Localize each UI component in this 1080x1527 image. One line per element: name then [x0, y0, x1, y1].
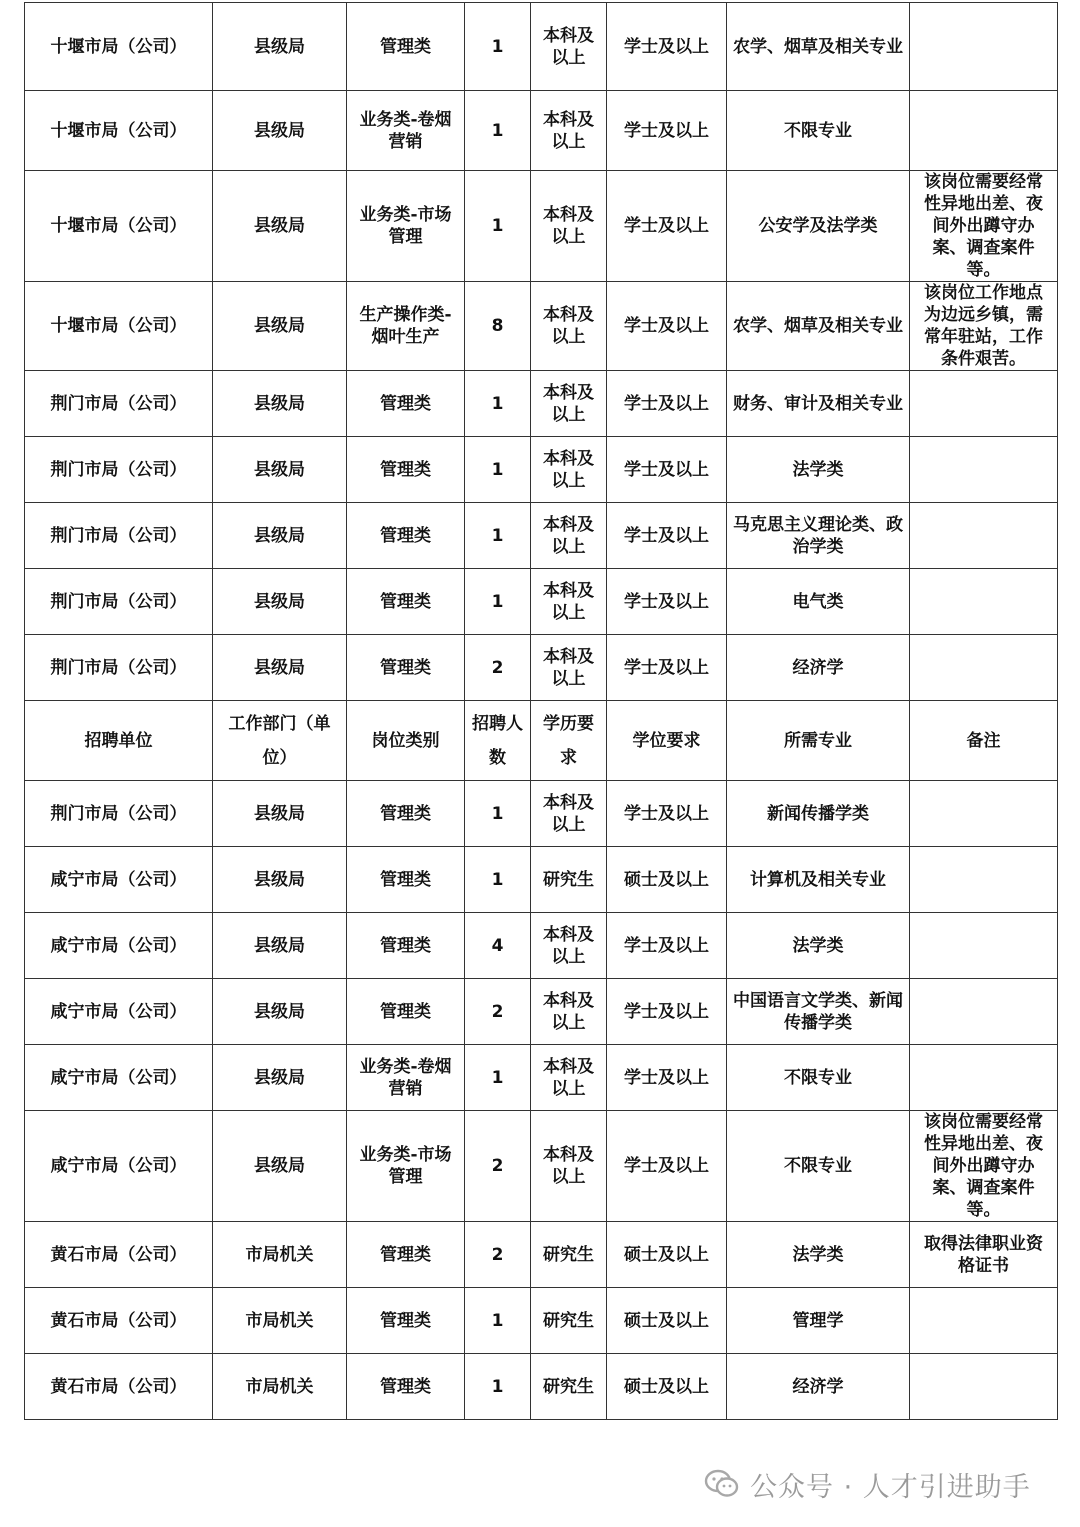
note-cell [910, 503, 1058, 569]
unit-cell: 荆门市局（公司） [25, 437, 213, 503]
degree-cell: 学士及以上 [607, 171, 727, 282]
degree-cell: 学士及以上 [607, 569, 727, 635]
education-cell: 本科及以上 [531, 979, 607, 1045]
wechat-icon [704, 1469, 740, 1499]
education-cell: 本科及以上 [531, 569, 607, 635]
dept-cell: 县级局 [213, 371, 347, 437]
header-dept: 工作部门（单位） [213, 701, 347, 781]
note-cell [910, 1288, 1058, 1354]
category-cell: 业务类-卷烟营销 [347, 91, 465, 171]
table-header-row [25, 701, 1058, 781]
count-cell: 1 [465, 503, 531, 569]
count-cell: 8 [465, 282, 531, 371]
major-cell: 计算机及相关专业 [727, 847, 910, 913]
table-row [25, 171, 1058, 282]
table-row [25, 3, 1058, 91]
note-cell: 该岗位需要经常性异地出差、夜间外出蹲守办案、调查案件等。 [910, 1111, 1058, 1222]
degree-cell: 学士及以上 [607, 913, 727, 979]
major-cell: 农学、烟草及相关专业 [727, 282, 910, 371]
dept-cell: 县级局 [213, 282, 347, 371]
recruitment-table [24, 2, 1058, 1420]
degree-cell: 硕士及以上 [607, 1288, 727, 1354]
education-cell: 本科及以上 [531, 635, 607, 701]
education-cell: 本科及以上 [531, 282, 607, 371]
table-row [25, 781, 1058, 847]
unit-cell: 黄石市局（公司） [25, 1354, 213, 1420]
count-cell: 2 [465, 1111, 531, 1222]
category-cell: 管理类 [347, 569, 465, 635]
count-cell: 1 [465, 1288, 531, 1354]
education-cell: 本科及以上 [531, 503, 607, 569]
education-cell: 研究生 [531, 1288, 607, 1354]
note-cell [910, 437, 1058, 503]
dept-cell: 县级局 [213, 913, 347, 979]
count-cell: 4 [465, 913, 531, 979]
dept-cell: 县级局 [213, 91, 347, 171]
unit-cell: 十堰市局（公司） [25, 282, 213, 371]
count-cell: 2 [465, 979, 531, 1045]
category-cell: 管理类 [347, 781, 465, 847]
major-cell: 不限专业 [727, 91, 910, 171]
major-cell: 法学类 [727, 437, 910, 503]
degree-cell: 学士及以上 [607, 503, 727, 569]
note-cell [910, 371, 1058, 437]
dept-cell: 市局机关 [213, 1222, 347, 1288]
category-cell: 管理类 [347, 3, 465, 91]
category-cell: 业务类-市场管理 [347, 1111, 465, 1222]
category-cell: 管理类 [347, 1354, 465, 1420]
count-cell: 2 [465, 1222, 531, 1288]
unit-cell: 荆门市局（公司） [25, 569, 213, 635]
watermark-text: 公众号 · 人才引进助手 [750, 1471, 1031, 1503]
education-cell: 本科及以上 [531, 91, 607, 171]
unit-cell: 黄石市局（公司） [25, 1222, 213, 1288]
major-cell: 经济学 [727, 1354, 910, 1420]
education-cell: 本科及以上 [531, 781, 607, 847]
education-cell: 本科及以上 [531, 3, 607, 91]
note-cell [910, 1354, 1058, 1420]
table-row [25, 979, 1058, 1045]
count-cell: 1 [465, 3, 531, 91]
table-row [25, 91, 1058, 171]
category-cell: 管理类 [347, 1222, 465, 1288]
unit-cell: 荆门市局（公司） [25, 781, 213, 847]
unit-cell: 十堰市局（公司） [25, 91, 213, 171]
degree-cell: 硕士及以上 [607, 1222, 727, 1288]
table-row [25, 1222, 1058, 1288]
unit-cell: 咸宁市局（公司） [25, 1111, 213, 1222]
header-education: 学历要求 [531, 701, 607, 781]
education-cell: 研究生 [531, 847, 607, 913]
table-row [25, 1045, 1058, 1111]
count-cell: 1 [465, 781, 531, 847]
header-major: 所需专业 [727, 701, 910, 781]
table-row [25, 1111, 1058, 1222]
dept-cell: 县级局 [213, 171, 347, 282]
major-cell: 法学类 [727, 913, 910, 979]
unit-cell: 荆门市局（公司） [25, 371, 213, 437]
unit-cell: 十堰市局（公司） [25, 3, 213, 91]
major-cell: 中国语言文学类、新闻传播学类 [727, 979, 910, 1045]
unit-cell: 咸宁市局（公司） [25, 1045, 213, 1111]
table-row [25, 913, 1058, 979]
degree-cell: 学士及以上 [607, 635, 727, 701]
note-cell [910, 3, 1058, 91]
header-note: 备注 [910, 701, 1058, 781]
count-cell: 1 [465, 171, 531, 282]
major-cell: 财务、审计及相关专业 [727, 371, 910, 437]
category-cell: 管理类 [347, 635, 465, 701]
education-cell: 本科及以上 [531, 1111, 607, 1222]
count-cell: 1 [465, 1354, 531, 1420]
degree-cell: 学士及以上 [607, 1111, 727, 1222]
unit-cell: 黄石市局（公司） [25, 1288, 213, 1354]
unit-cell: 十堰市局（公司） [25, 171, 213, 282]
education-cell: 本科及以上 [531, 437, 607, 503]
degree-cell: 学士及以上 [607, 781, 727, 847]
note-cell [910, 569, 1058, 635]
header-category: 岗位类别 [347, 701, 465, 781]
header-count: 招聘人数 [465, 701, 531, 781]
dept-cell: 县级局 [213, 503, 347, 569]
count-cell: 2 [465, 635, 531, 701]
header-unit: 招聘单位 [25, 701, 213, 781]
category-cell: 业务类-市场管理 [347, 171, 465, 282]
degree-cell: 学士及以上 [607, 1045, 727, 1111]
major-cell: 管理学 [727, 1288, 910, 1354]
major-cell: 不限专业 [727, 1045, 910, 1111]
degree-cell: 学士及以上 [607, 282, 727, 371]
major-cell: 马克思主义理论类、政治学类 [727, 503, 910, 569]
unit-cell: 荆门市局（公司） [25, 503, 213, 569]
count-cell: 1 [465, 437, 531, 503]
degree-cell: 学士及以上 [607, 91, 727, 171]
category-cell: 管理类 [347, 371, 465, 437]
major-cell: 新闻传播学类 [727, 781, 910, 847]
count-cell: 1 [465, 847, 531, 913]
dept-cell: 县级局 [213, 569, 347, 635]
dept-cell: 县级局 [213, 437, 347, 503]
table-row [25, 569, 1058, 635]
table-row [25, 282, 1058, 371]
education-cell: 本科及以上 [531, 371, 607, 437]
degree-cell: 学士及以上 [607, 3, 727, 91]
dept-cell: 县级局 [213, 3, 347, 91]
category-cell: 管理类 [347, 1288, 465, 1354]
count-cell: 1 [465, 1045, 531, 1111]
category-cell: 管理类 [347, 979, 465, 1045]
table-row [25, 635, 1058, 701]
major-cell: 电气类 [727, 569, 910, 635]
education-cell: 本科及以上 [531, 171, 607, 282]
dept-cell: 县级局 [213, 847, 347, 913]
degree-cell: 学士及以上 [607, 437, 727, 503]
header-degree: 学位要求 [607, 701, 727, 781]
note-cell [910, 781, 1058, 847]
unit-cell: 荆门市局（公司） [25, 635, 213, 701]
major-cell: 不限专业 [727, 1111, 910, 1222]
category-cell: 管理类 [347, 847, 465, 913]
education-cell: 本科及以上 [531, 1045, 607, 1111]
dept-cell: 县级局 [213, 979, 347, 1045]
note-cell [910, 913, 1058, 979]
major-cell: 公安学及法学类 [727, 171, 910, 282]
major-cell: 法学类 [727, 1222, 910, 1288]
education-cell: 研究生 [531, 1354, 607, 1420]
dept-cell: 县级局 [213, 1045, 347, 1111]
table-row [25, 1288, 1058, 1354]
note-cell [910, 847, 1058, 913]
education-cell: 研究生 [531, 1222, 607, 1288]
major-cell: 农学、烟草及相关专业 [727, 3, 910, 91]
note-cell: 取得法律职业资格证书 [910, 1222, 1058, 1288]
note-cell [910, 979, 1058, 1045]
category-cell: 生产操作类-烟叶生产 [347, 282, 465, 371]
major-cell: 经济学 [727, 635, 910, 701]
note-cell: 该岗位工作地点为边远乡镇，需常年驻站，工作条件艰苦。 [910, 282, 1058, 371]
count-cell: 1 [465, 91, 531, 171]
unit-cell: 咸宁市局（公司） [25, 847, 213, 913]
degree-cell: 学士及以上 [607, 979, 727, 1045]
count-cell: 1 [465, 371, 531, 437]
table-row [25, 371, 1058, 437]
degree-cell: 硕士及以上 [607, 847, 727, 913]
table-row [25, 847, 1058, 913]
degree-cell: 硕士及以上 [607, 1354, 727, 1420]
dept-cell: 县级局 [213, 781, 347, 847]
dept-cell: 市局机关 [213, 1354, 347, 1420]
table-row [25, 503, 1058, 569]
note-cell [910, 635, 1058, 701]
education-cell: 本科及以上 [531, 913, 607, 979]
table-row [25, 437, 1058, 503]
note-cell: 该岗位需要经常性异地出差、夜间外出蹲守办案、调查案件等。 [910, 171, 1058, 282]
category-cell: 管理类 [347, 503, 465, 569]
count-cell: 1 [465, 569, 531, 635]
category-cell: 管理类 [347, 437, 465, 503]
note-cell [910, 91, 1058, 171]
note-cell [910, 1045, 1058, 1111]
table-row [25, 1354, 1058, 1420]
unit-cell: 咸宁市局（公司） [25, 979, 213, 1045]
degree-cell: 学士及以上 [607, 371, 727, 437]
category-cell: 管理类 [347, 913, 465, 979]
category-cell: 业务类-卷烟营销 [347, 1045, 465, 1111]
dept-cell: 县级局 [213, 635, 347, 701]
dept-cell: 县级局 [213, 1111, 347, 1222]
dept-cell: 市局机关 [213, 1288, 347, 1354]
unit-cell: 咸宁市局（公司） [25, 913, 213, 979]
wechat-watermark [704, 1464, 1031, 1504]
